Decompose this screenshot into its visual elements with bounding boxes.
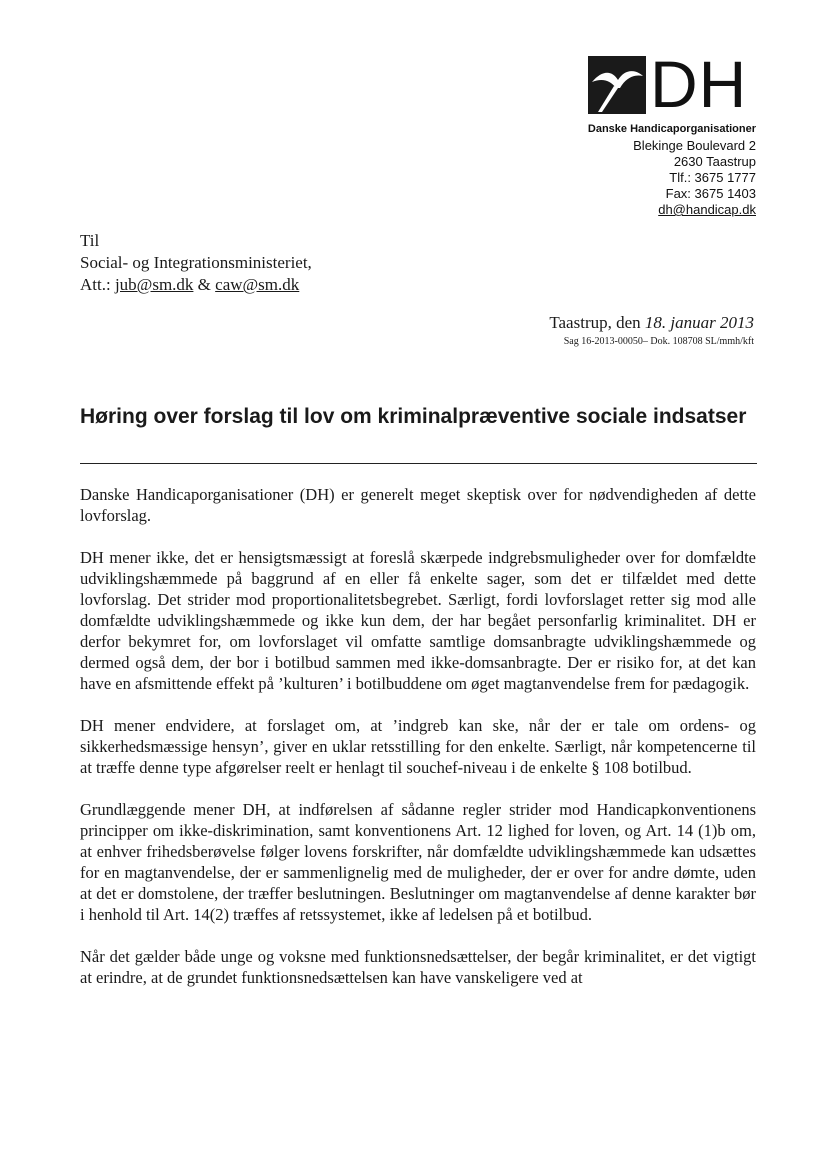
logo-wordmark: DH xyxy=(650,47,748,121)
body-paragraph: Grundlæggende mener DH, at indførelsen af sådanne regler strider mod Handicapkonventionens principper om ikke-diskrimination, samt konventionens Art. 12 lighed for loven, og Art. 14 (1)b om, at enhver frihedsberøvelse følger lovens forskrifter, når domfældte udviklingshæmmede kan udsættes for en magtanvendelse, der er sammenlignelig med de muligheder, der er over for andre dømte, uden at det er domstolene, der træffer beslutningen. Beslutninger om magtanvendelse af denne karakter bør i henhold til Art. 14(2) træffes af retssystemet, ikke af ledelsen på et botilbud. xyxy=(80,800,756,924)
body-paragraph: Når det gælder både unge og voksne med funktionsnedsættelser, der begår kriminalitet, er det vigtigt at erindre, at de grundet funktionsnedsættelsen kan have vanskeligere ved at xyxy=(80,947,756,987)
sender-address xyxy=(588,121,756,218)
bird-logo-icon xyxy=(588,56,646,114)
letter-heading: Høring over forslag til lov om kriminalpræventive sociale indsatser xyxy=(80,405,747,428)
org-name: Danske Handicaporganisationer xyxy=(587,123,756,135)
recipient-attention: Att.: jub@sm.dk & caw@sm.dk xyxy=(80,275,300,294)
letter-body xyxy=(80,484,756,1009)
body-paragraph: DH mener ikke, det er hensigtsmæssigt at foreslå skærpede indgrebsmuligheder over for domfældte udviklingshæmmede på baggrund af en eller få enkelte sager, som det er tilfældet med dette lovforslag. Det strider mod proportionalitetsbegrebet. Særligt, fordi lovforslaget retter sig mod alle domfældte udviklingshæmmede og ikke kun dem, der har begået personfarlig kriminalitet. DH er derfor bekymret for, om lovforslaget vil omfatte samtlige domsanbragte udviklingshæmmede og dermed også dem, der bor i botilbud sammen med ikke-domsanbragte. Der er risiko for, at det kan have en afsmittende effekt på ’kulturen’ i botilbuddene om øget magtanvendelse frem for pædagogik. xyxy=(80,548,756,693)
body-paragraph: DH mener endvidere, at forslaget om, at ’indgreb kan ske, når der er tale om ordens- og sikkerhedsmæssige hensyn’, giver en uklar retsstilling for den enkelte. Særligt, når kompetencerne til at træffe denne type afgørelser reelt er henlagt til souchef-niveau i de enkelte § 108 botilbud. xyxy=(80,716,756,777)
org-city: 2630 Taastrup xyxy=(673,154,756,169)
recipient-email-2[interactable]: caw@sm.dk xyxy=(215,275,300,294)
org-street: Blekinge Boulevard 2 xyxy=(633,138,756,153)
body-paragraph: Danske Handicaporganisationer (DH) er generelt meget skeptisk over for nødvendigheden af dette lovforslag. xyxy=(80,485,756,525)
dh-logo xyxy=(588,47,758,121)
org-fax: Fax: 3675 1403 xyxy=(665,186,756,201)
recipient-ministry: Social- og Integrationsministeriet, xyxy=(80,253,312,272)
recipient-email-1[interactable]: jub@sm.dk xyxy=(114,275,194,294)
org-email-link[interactable]: dh@handicap.dk xyxy=(658,202,756,217)
heading-rule xyxy=(80,463,757,464)
case-reference: Sag 16-2013-00050– Dok. 108708 SL/mmh/kft xyxy=(563,336,754,347)
recipient-to: Til xyxy=(80,231,100,250)
recipient-block xyxy=(80,230,312,296)
letter-date: Taastrup, den 18. januar 2013 xyxy=(549,313,754,332)
date-value: 18. januar 2013 xyxy=(644,313,754,332)
org-phone: Tlf.: 3675 1777 xyxy=(669,170,756,185)
